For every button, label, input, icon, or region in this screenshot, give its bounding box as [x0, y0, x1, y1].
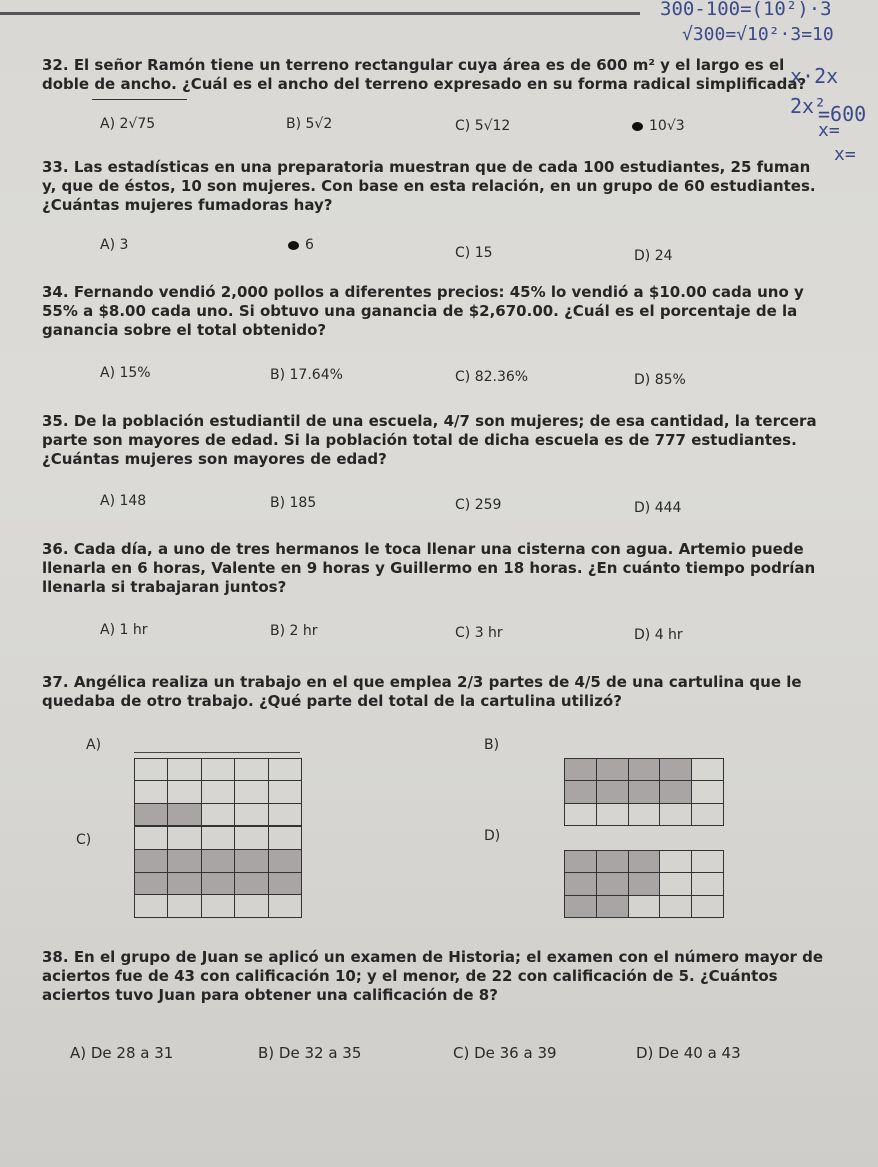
grid-cell-shaded: [596, 851, 628, 873]
grid-cell: [596, 803, 628, 825]
grid-cell-shaded: [565, 895, 597, 917]
option-37-a-label[interactable]: A): [86, 737, 102, 753]
grid-cell: [235, 827, 268, 850]
grid-cell-shaded: [201, 872, 234, 895]
question-number: 36.: [42, 540, 69, 558]
option-35-b[interactable]: B) 185: [270, 495, 317, 511]
handwritten-note-6: x=: [818, 120, 840, 141]
grid-cell-shaded: [135, 849, 168, 872]
option-34-b[interactable]: B) 17.64%: [270, 367, 343, 383]
grid-cell-shaded: [168, 849, 201, 872]
grid-cell: [268, 895, 301, 918]
question-34: [42, 283, 832, 340]
grid-cell: [628, 895, 660, 917]
grid-cell: [692, 759, 724, 781]
question-number: 32.: [42, 56, 69, 74]
handwritten-note-5: =600: [818, 102, 867, 126]
option-37-c-label[interactable]: C): [76, 832, 92, 848]
grid-cell-shaded: [596, 873, 628, 895]
grid-cell: [660, 803, 692, 825]
grid-cell: [168, 781, 201, 803]
grid-cell: [660, 895, 692, 917]
grid-cell: [268, 803, 301, 825]
fraction-grid-b[interactable]: [564, 758, 724, 826]
grid-cell: [692, 781, 724, 803]
option-36-c[interactable]: C) 3 hr: [455, 625, 503, 641]
question-text: En el grupo de Juan se aplicó un examen de Historia; el examen con el número mayor de aciertos fue de 43 con calificación 10; y el menor, de 22 con calificación de 5. ¿Cuántos aciertos tuvo Juan para obtener una calificación de 8?: [42, 948, 824, 1004]
option-32-d[interactable]: [632, 118, 685, 134]
grid-cell: [201, 803, 234, 825]
grid-cell-shaded: [268, 849, 301, 872]
option-36-a[interactable]: A) 1 hr: [100, 622, 148, 638]
option-35-c[interactable]: C) 259: [455, 497, 502, 513]
option-35-a[interactable]: A) 148: [100, 493, 147, 509]
grid-cell-shaded: [660, 759, 692, 781]
handwritten-note-4: 2x²: [790, 94, 827, 118]
grid-cell: [565, 803, 597, 825]
top-rule: [0, 0, 640, 15]
option-32-a[interactable]: A) 2√75: [100, 116, 156, 132]
grid-cell: [235, 895, 268, 918]
option-36-d[interactable]: D) 4 hr: [634, 627, 683, 643]
option-38-c[interactable]: C) De 36 a 39: [453, 1044, 557, 1062]
grid-cell: [168, 759, 201, 781]
grid-cell: [660, 873, 692, 895]
grid-cell: [135, 895, 168, 918]
question-37: [42, 673, 842, 711]
grid-cell-shaded: [565, 851, 597, 873]
option-38-d[interactable]: D) De 40 a 43: [636, 1044, 741, 1062]
grid-cell-shaded: [235, 872, 268, 895]
option-34-a[interactable]: A) 15%: [100, 365, 151, 381]
option-33-d[interactable]: D) 24: [634, 248, 673, 264]
grid-cell-shaded: [628, 759, 660, 781]
grid-cell-shaded: [565, 781, 597, 803]
question-number: 35.: [42, 412, 69, 430]
grid-cell: [268, 759, 301, 781]
grid-cell-shaded: [596, 895, 628, 917]
option-36-b[interactable]: B) 2 hr: [270, 623, 318, 639]
grid-cell-shaded: [628, 873, 660, 895]
grid-cell-shaded: [235, 849, 268, 872]
grid-cell-shaded: [565, 873, 597, 895]
grid-cell: [168, 827, 201, 850]
question-35: [42, 412, 832, 469]
marked-answer-icon: [288, 241, 299, 250]
marked-answer-icon: [632, 122, 643, 131]
option-32-c[interactable]: C) 5√12: [455, 118, 511, 134]
question-38: [42, 948, 842, 1005]
grid-cell: [692, 803, 724, 825]
option-37-d-label[interactable]: D): [484, 828, 501, 844]
grid-cell: [201, 759, 234, 781]
option-34-d[interactable]: D) 85%: [634, 372, 686, 388]
grid-cell-shaded: [168, 803, 201, 825]
grid-cell-shaded: [135, 872, 168, 895]
grid-cell: [692, 895, 724, 917]
question-text: Angélica realiza un trabajo en el que emplea 2/3 partes de 4/5 de una cartulina que le quedaba de otro trabajo. ¿Qué parte del total de la cartulina utilizó?: [42, 673, 802, 710]
grid-cell: [235, 781, 268, 803]
handwritten-note-7: x=: [834, 144, 856, 165]
grid-cell: [235, 759, 268, 781]
option-34-c[interactable]: C) 82.36%: [455, 369, 529, 385]
question-number: 37.: [42, 673, 69, 691]
grid-cell: [660, 851, 692, 873]
question-number: 33.: [42, 158, 69, 176]
question-36: [42, 540, 832, 597]
grid-cell-shaded: [660, 781, 692, 803]
question-33: [42, 158, 827, 215]
question-text: El señor Ramón tiene un terreno rectangular cuya área es de 600 m² y el largo es el doble de ancho. ¿Cuál es el ancho del terreno expresado en su forma radical simplificada?: [42, 56, 807, 93]
fraction-grid-d[interactable]: [564, 850, 724, 918]
option-35-d[interactable]: D) 444: [634, 500, 682, 516]
question-number: 38.: [42, 948, 69, 966]
grid-cell-shaded: [168, 872, 201, 895]
option-38-a[interactable]: A) De 28 a 31: [70, 1044, 174, 1062]
question-text: De la población estudiantil de una escuela, 4/7 son mujeres; de esa cantidad, la tercera parte son mayores de edad. Si la población total de dicha escuela es de 777 estudiantes. ¿Cuántas mujeres son mayores de edad?: [42, 412, 817, 468]
option-33-c[interactable]: C) 15: [455, 245, 493, 261]
grid-a-topline: [134, 752, 300, 753]
option-32-b[interactable]: B) 5√2: [286, 116, 333, 132]
grid-cell: [692, 873, 724, 895]
grid-cell-shaded: [596, 759, 628, 781]
option-label: 6: [305, 237, 314, 253]
option-label: 10√3: [649, 118, 685, 134]
option-38-b[interactable]: B) De 32 a 35: [258, 1044, 362, 1062]
grid-cell: [268, 781, 301, 803]
option-37-b-label[interactable]: B): [484, 737, 500, 753]
divider: [92, 99, 187, 100]
grid-cell-shaded: [628, 851, 660, 873]
grid-cell: [135, 827, 168, 850]
grid-cell-shaded: [596, 781, 628, 803]
grid-cell: [201, 827, 234, 850]
grid-cell-shaded: [628, 781, 660, 803]
option-33-a[interactable]: A) 3: [100, 237, 129, 253]
fraction-grid-c[interactable]: [134, 826, 302, 918]
question-number: 34.: [42, 283, 69, 301]
grid-cell: [268, 827, 301, 850]
grid-cell: [135, 759, 168, 781]
handwritten-note-3: x·2x: [790, 64, 839, 88]
grid-cell: [628, 803, 660, 825]
handwritten-note-1: 300-100=(10²)·3: [660, 0, 832, 20]
option-33-b[interactable]: [288, 237, 314, 253]
grid-cell: [201, 781, 234, 803]
grid-cell: [692, 851, 724, 873]
fraction-grid-a[interactable]: [134, 758, 302, 826]
question-text: Las estadísticas en una preparatoria muestran que de cada 100 estudiantes, 25 fuman y, que de éstos, 10 son mujeres. Con base en esta relación, en un grupo de 60 estudiantes. ¿Cuántas mujeres fumadoras hay?: [42, 158, 816, 214]
grid-cell: [235, 803, 268, 825]
grid-cell: [201, 895, 234, 918]
grid-cell-shaded: [135, 803, 168, 825]
handwritten-note-2: √300=√10²·3=10: [682, 24, 834, 45]
grid-cell-shaded: [565, 759, 597, 781]
question-32: [42, 56, 812, 94]
question-text: Cada día, a uno de tres hermanos le toca llenar una cisterna con agua. Artemio puede llenarla en 6 horas, Valente en 9 horas y Guillermo en 18 horas. ¿En cuánto tiempo podrían llenarla si trabajaran juntos?: [42, 540, 816, 596]
grid-cell-shaded: [268, 872, 301, 895]
grid-cell: [135, 781, 168, 803]
grid-cell: [168, 895, 201, 918]
grid-cell-shaded: [201, 849, 234, 872]
question-text: Fernando vendió 2,000 pollos a diferentes precios: 45% lo vendió a $10.00 cada uno y 55% a $8.00 cada uno. Si obtuvo una ganancia de $2,670.00. ¿Cuál es el porcentaje de la ganancia sobre el total obtenido?: [42, 283, 804, 339]
